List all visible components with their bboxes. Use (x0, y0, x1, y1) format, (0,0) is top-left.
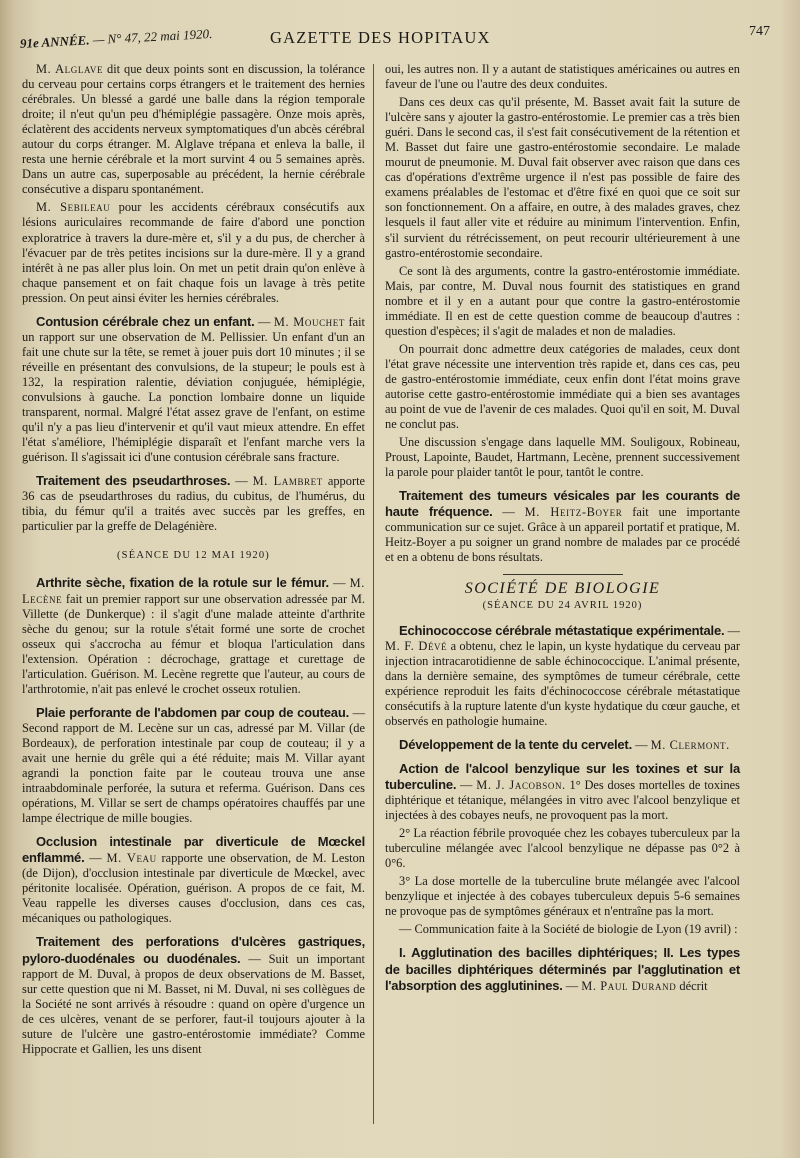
author-name: M. Mouchet (273, 314, 345, 329)
society-heading: SOCIÉTÉ DE BIOLOGIE (464, 579, 661, 597)
section-title: Echinococcose cérébrale métastatique expérimentale. (399, 622, 725, 638)
author-name: M. Clermont. (650, 737, 730, 752)
paragraph-text: dit que deux points sont en discussion, la tolérance du cerveau pour certains corps étrangers et le traitement des hernies cérébrales. Un blessé a gardé une balle dans la région temporale droite; il n'eut qu'un peu d'hémiplégie passagère. Onze mois après, éclatèrent des accidents nerveux symptomatiques d'un abcès cérébral autour du corps étranger. M. Alglave trépana et enleva la balle, il resta une hernie cérébrale et la mort survint 4 ou 5 semaines après. Dans un autre cas, superposable au précédent, la hernie cérébrale consécutive a disparu spontanément. (22, 62, 365, 197)
journal-title: GAZETTE DES HOPITAUX (270, 28, 491, 47)
paragraph: On pourrait donc admettre deux catégories de malades, ceux dont l'état grave nécessite une intervention très rapide et, dans ces cas, peu de gastro-entérostomie immédiate, ceux enfin dont l'état moins grave autorise cette gastro-entérostomie immédiate qui a bien ses avantages au point de vue de l'avenir de ces malades. Quoi qu'il en soit, M. Duval ne conclut pas. (385, 341, 740, 432)
paragraph: Une discussion s'engage dans laquelle MM. Souligoux, Robineau, Proust, Lapointe, Baudet, Hartmann, Lecène, prennent successivement la parole pour plaider tantôt le pour, tantôt le contre. (385, 435, 740, 480)
author-name: M. F. Dévé (385, 638, 448, 653)
section-text: rapporte une observation, de M. Leston (de Dijon), d'occlusion intestinale par diverticule de Mœckel, avec péritonite localisée. Opération, guérison. A propos de ce fait, M. Veau rappelle les diverses causes d'occlusion, dans ces cas, mécaniques ou pathologiques. (22, 851, 365, 926)
section-title: I. Agglutination des bacilles diphtériques; II. Les types de bacilles diphtériques déterminés par l'agglutination et l'absorption des agglutinines. (385, 945, 740, 993)
section-text: Suit un important rapport de M. Duval, à propos de deux observations de M. Basset, sur cette question que ni M. Basset, ni M. Duval, ni ses collègues de la Société ne sont arrivés à résoudre : quand on opère d'urgence un de ces ulcères, venant de se perforer, faut-il toujours ajouter à la suture de l'ulcère une gastro-entérostomie immédiate? Comme Hippocrate et Gallien, les uns disent (22, 951, 365, 1056)
author-name: M. Lecène (22, 576, 365, 606)
paragraph-text: pour les accidents cérébraux consécutifs aux lésions auriculaires recommande de faire d'abord une ponction exploratrice à travers la dure-mère et, s'il y a du pus, de chercher à l'évacuer par de très petites incisions sur la dure-mère. Il y a grand intérêt à ne pas aller plus loin. On met un petit drain qu'on enlève à chaque pansement et on fait chaque fois un lavage à très petite pression. On peut ainsi éviter les hernies cérébrales. (22, 200, 365, 305)
section: I. Agglutination des bacilles diphtériques; II. Les types de bacilles diphtériques déterminés par l'agglutination et l'absorption des agglutinines. — M. Paul Durand décrit (385, 945, 740, 993)
horizontal-rule (503, 574, 623, 575)
section-title: Action de l'alcool benzylique sur les toxines et sur la tuberculine. (385, 760, 740, 793)
section-title: Arthrite sèche, fixation de la rotule sur le fémur. (36, 575, 329, 591)
section-text: apporte 36 cas de pseudarthroses du radius, du cubitus, de l'humérus, du tibia, du fémur qu'il a traités avec succès par les greffes, en particulier par la greffe de Delagénière. (22, 474, 366, 534)
section-text: fait un premier rapport sur une observation adressée par M. Villette (de Dunkerque) : il s'agit d'une malade atteinte d'arthrite sèche du genou; sur la rotule s'était formé une sorte de crochet osseux qui s'accrocha au fémur et bloqua l'articulation dans l'extension. Opération : décrochage, grattage et curettage de l'articulation. Guérison. M. Lecène regrette que l'auteur, au cours de l'arthrotomie, n'ait pas enlevé le crochet osseux rotulien. (22, 591, 365, 696)
section: Contusion cérébrale chez un enfant. — M. Mouchet fait un rapport sur une observation de M. Pellissier. Un enfant d'un an fait une chute sur la tête, se remet à jouer puis dort 10 minutes ; il se réveille en présentant des convulsions, de la stupeur; le pouls est à 132, la respiration ralentie, déviation conjuguée, hémiplégie, convulsions à gauche. La ponction lombaire donne un liquide transparent, normal. Malgré l'état assez grave de l'enfant, on estime qu'il n'y a pas lieu d'intervenir et qu'il vaut mieux attendre. En effet l'état s'améliore, l'hémiplégie disparaît et l'enfant marche vers la guérison. Il s'agissait ici d'une contusion cérébrale sans fracture. (22, 313, 365, 465)
issue-date: — N° 47, 22 mai 1920. (92, 25, 213, 48)
session-heading: (SÉANCE DU 24 AVRIL 1920) (482, 599, 643, 611)
page-number: 747 (749, 24, 770, 39)
page-header (20, 14, 770, 54)
author-name: M. Alglave (36, 62, 104, 76)
section-title: Contusion cérébrale chez un enfant. (36, 313, 255, 329)
paragraph: Dans ces deux cas qu'il présente, M. Basset avait fait la suture de l'ulcère sans y ajouter la gastro-entérostomie. Le premier cas a très bien guéri. Dans le second cas, il s'est fait consécutivement de la rétention et M. Basset dut faire une gastro-entérostomie secondaire. Le malade mourut de pneumonie. M. Duval fait observer avec raison que dans ces cas d'opérations d'extrême urgence il n'est pas possible de faire des examens préalables de l'estomac et d'être fixé en quoi que ce soit sur son fonctionnement. On a affaire, en outre, à des malades graves, chez lesquels il faut aller vite et réduire au minimum l'intervention. Enfin, s'il survient du rétrécissement, on peut recourir ultérieurement à une gastro-entérostomie secondaire. (385, 95, 740, 260)
issue-info (20, 26, 213, 52)
paragraph: 3° La dose mortelle de la tuberculine brute mélangée avec l'alcool benzylique et injectée à des cobayes tuberculeux depuis 5-6 semaines ne provoque pas de symptômes généraux et n'entraîne pas la mort. (385, 874, 740, 919)
section: Arthrite sèche, fixation de la rotule sur le fémur. — M. Lecène fait un premier rapport sur une observation adressée par M. Villette (de Dunkerque) : il s'agit d'une malade atteinte d'arthrite sèche du genou; sur la rotule s'était formé une sorte de crochet osseux qui s'accrocha au fémur et bloqua l'articulation dans l'extension. Opération : décrochage, grattage et curettage de l'articulation. Guérison. M. Lecène regrette que l'auteur, au cours de l'arthrotomie, n'ait pas enlevé le crochet osseux rotulien. (22, 575, 365, 696)
author-name: M. Paul Durand (581, 978, 677, 993)
year-number: 91e ANNÉE. (19, 32, 90, 51)
right-column (385, 62, 740, 997)
section-text: a obtenu, chez le lapin, un kyste hydatique du cerveau par injection intracarotidienne de sable échinococcique. L'animal présente, dans la dernière semaine, des symptômes de tumeur cérébrale, cette expérience reproduit les faits d'échinococcose cérébrale métastatique consécutifs à la rupture latente d'un kyste hydatique du cœur gauche, et observés en pathologie humaine. (385, 638, 740, 728)
author-name: M. Heitz-Boyer (524, 505, 623, 520)
section-title: Traitement des tumeurs vésicales par les courants de haute fréquence. (385, 488, 740, 520)
section: Traitement des perforations d'ulcères gastriques, pyloro-duodénales ou duodénales. — Suit un important rapport de M. Duval, à propos de deux observations de M. Basset, sur cette question que ni M. Basset, ni M. Duval, ni ses collègues de la Société ne sont arrivés à résoudre : quand on opère d'urgence un de ces ulcères, venant de se perforer, faut-il toujours ajouter à la suture de l'ulcère une gastro-entérostomie immédiate? Comme Hippocrate et Gallien, les uns disent (22, 934, 365, 1056)
section-title: Traitement des pseudarthroses. (36, 473, 231, 489)
section: Occlusion intestinale par diverticule de Mœckel enflammé. — M. Veau rapporte une observation, de M. Leston (de Dijon), d'occlusion intestinale par diverticule de Mœckel, avec péritonite localisée. Opération, guérison. A propos de ce fait, M. Veau rappelle les diverses causes d'occlusion, dans ces cas, mécaniques ou pathologiques. (22, 834, 365, 926)
section-title: Développement de la tente du cervelet. (399, 736, 632, 752)
section-title: Traitement des perforations d'ulcères gastriques, pyloro-duodénales ou duodénales. (22, 934, 365, 966)
author-name: M. Veau (106, 851, 157, 866)
session-heading: (SÉANCE DU 12 MAI 1920) (116, 550, 270, 562)
section-text: 1° Des doses mortelles de toxines diphtérique et tétanique, mélangées in vitro avec l'alcool benzylique et injectées à des cobayes neufs, ne provoquent pas la mort. (385, 778, 740, 823)
section-text: fait un rapport sur une observation de M. Pellissier. Un enfant d'un an fait une chute sur la tête, se remet à jouer puis dort 10 minutes ; il se réveille en présentant des convulsions, de la stupeur; le pouls est à 132, la respiration ralentie, déviation conjuguée, hémiplégie, convulsions à gauche. La ponction lombaire donne un liquide transparent, normal. Malgré l'état assez grave de l'enfant, on estime qu'il n'y a pas lieu d'intervenir et qu'il vaut mieux attendre. En effet l'état s'améliore, l'hémiplégie disparaît et l'enfant marche vers la guérison. Il s'agissait ici d'une contusion cérébrale sans fracture. (22, 314, 365, 465)
section-text: fait une importante communication sur ce sujet. Grâce à un appareil portatif et pratique, M. Heitz-Boyer a pu soigner un grand nombre de malades par ce procédé et en a obtenu de bons résultats. (385, 505, 741, 565)
section: Traitement des tumeurs vésicales par les courants de haute fréquence. — M. Heitz-Boyer fait une importante communication sur ce sujet. Grâce à un appareil portatif et pratique, M. Heitz-Boyer a pu soigner un grand nombre de malades par ce procédé et en a obtenu de bons résultats. (385, 488, 741, 565)
section: Action de l'alcool benzylique sur les toxines et sur la tuberculine. — M. J. Jacobson. 1° Des doses mortelles de toxines diphtérique et tétanique, mélangées in vitro avec l'alcool benzylique et injectées à des cobayes neufs, ne provoquent pas la mort. (385, 760, 740, 823)
author-name: M. J. Jacobson. (476, 778, 566, 793)
paragraph: oui, les autres non. Il y a autant de statistiques américaines ou autres en faveur de l'une ou l'autre des deux conduites. (385, 62, 740, 92)
section: Développement de la tente du cervelet. — M. Clermont. (399, 736, 730, 752)
paragraph: — Communication faite à la Société de biologie de Lyon (19 avril) : (399, 922, 738, 937)
author-name: M. Sebileau (36, 200, 111, 215)
section-text: Second rapport de M. Lecène sur un cas, adressé par M. Villar (de Bordeaux), de perforation intestinale par coup de couteau; il y a avait une hernie du grêle qui a été réduite; mais M. Villar ayant agrandi la ponction faite par le couteau trouva une anse intraabdominale perforée, la sutura et referma. Guérison. Dans ces opérations, M. Villar se sert de champs opératoires chauffés par une lampe électrique de mille bougies. (22, 720, 365, 826)
paragraph (22, 200, 365, 305)
section: Plaie perforante de l'abdomen par coup de couteau. — Second rapport de M. Lecène sur un cas, adressé par M. Villar (de Bordeaux), de perforation intestinale par coup de couteau; il y a avait une hernie du grêle qui a été réduite; mais M. Villar ayant agrandi la ponction faite par le couteau trouva une anse intraabdominale perforée, la sutura et referma. Guérison. Dans ces opérations, M. Villar se sert de champs opératoires chauffés par une lampe électrique de mille bougies. (22, 704, 365, 826)
section: Traitement des pseudarthroses. — M. Lambret apporte 36 cas de pseudarthroses du radius, du cubitus, de l'humérus, du tibia, du fémur qu'il a traités avec succès par les greffes, en particulier par la greffe de Delagénière. (22, 473, 366, 534)
section-title: Occlusion intestinale par diverticule de Mœckel enflammé. (22, 834, 365, 866)
section: Echinococcose cérébrale métastatique expérimentale. — M. F. Dévé a obtenu, chez le lapin, un kyste hydatique du cerveau par injection intracarotidienne de sable échinococcique. L'animal présente, dans la dernière semaine, des symptômes de tumeur cérébrale, cette expérience reproduit les faits d'échinococcose cérébrale métastatique consécutifs à la rupture latente d'un kyste hydatique du cœur gauche, et observés en pathologie humaine. (385, 622, 740, 728)
section-title: Plaie perforante de l'abdomen par coup de couteau. (36, 704, 349, 720)
left-column (22, 62, 365, 1060)
author-name: M. Lambret (252, 474, 323, 489)
column-divider (373, 64, 374, 1124)
paragraph (22, 62, 365, 197)
paragraph: Ce sont là des arguments, contre la gastro-entérostomie immédiate. Mais, par contre, M. Duval nous fournit des statistiques en grand nombre et il y en a autant pour que contre la gastro-entérostomie immédiate. Il en est de cette question comme de beaucoup d'autres : question d'espèces; il s'agit de malades et non de maladies. (385, 263, 740, 338)
section-text: décrit (679, 978, 708, 993)
paragraph: 2° La réaction fébrile provoquée chez les cobayes tuberculeux par la tuberculine mélangée avec l'alcool benzylique ne dépasse pas 0°2 à 0°6. (385, 826, 740, 871)
